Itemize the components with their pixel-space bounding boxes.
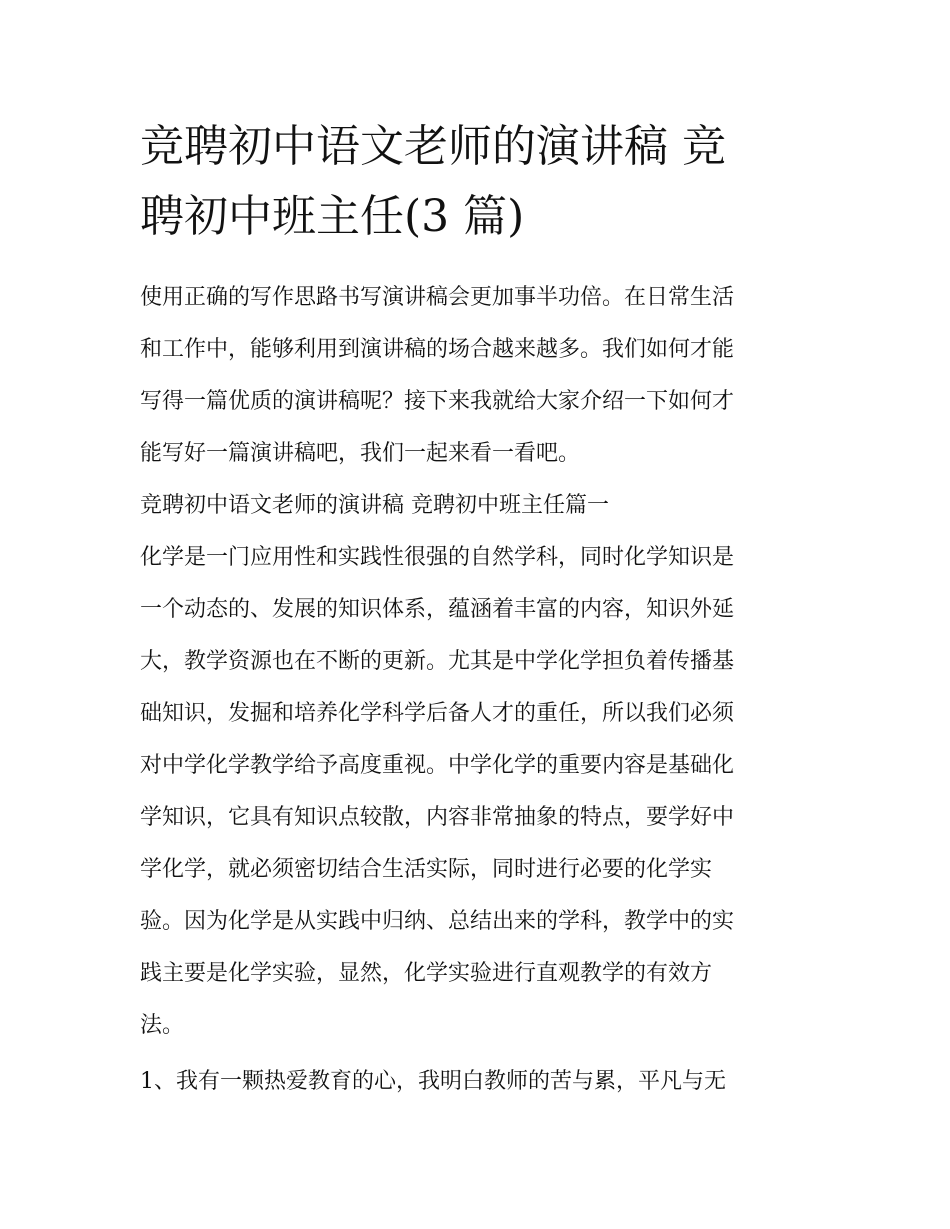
paragraph-1-line-4: 础知识，发掘和培养化学科学后备人才的重任，所以我们必须: [140, 701, 735, 726]
intro-line-4: 能写好一篇演讲稿吧，我们一起来看一看吧。: [140, 441, 581, 466]
title-line-2: 聘初中班主任(3 篇): [140, 191, 525, 242]
intro-paragraph: [140, 272, 812, 480]
intro-line-2: 和工作中，能够利用到演讲稿的场合越来越多。我们如何才能: [140, 337, 735, 362]
paragraph-1-line-8: 验。因为化学是从实践中归纳、总结出来的学科，教学中的实: [140, 909, 735, 934]
intro-line-1: 使用正确的写作思路书写演讲稿会更加事半功倍。在日常生活: [140, 285, 735, 310]
paragraph-1-line-5: 对中学化学教学给予高度重视。中学化学的重要内容是基础化: [140, 753, 735, 778]
section-paragraph-1: [140, 532, 812, 1052]
paragraph-1-line-2: 一个动态的、发展的知识体系，蕴涵着丰富的内容，知识外延: [140, 597, 735, 622]
section-heading: 竞聘初中语文老师的演讲稿 竞聘初中班主任篇一: [140, 493, 609, 518]
paragraph-1-line-7: 学化学，就必须密切结合生活实际，同时进行必要的化学实: [140, 857, 713, 882]
section-paragraph-2: [140, 1056, 812, 1108]
document-title: [140, 112, 812, 252]
intro-line-3: 写得一篇优质的演讲稿呢？接下来我就给大家介绍一下如何才: [140, 389, 735, 414]
paragraph-1-line-9: 践主要是化学实验，显然，化学实验进行直观教学的有效方: [140, 961, 713, 986]
document-page: [140, 112, 812, 1108]
paragraph-2-line-1: 1、我有一颗热爱教育的心，我明白教师的苦与累，平凡与无: [140, 1069, 726, 1094]
paragraph-1-line-6: 学知识，它具有知识点较散，内容非常抽象的特点，要学好中: [140, 805, 735, 830]
paragraph-1-line-1: 化学是一门应用性和实践性很强的自然学科，同时化学知识是: [140, 545, 735, 570]
paragraph-1-line-10: 法。: [140, 1013, 185, 1038]
title-line-1: 竞聘初中语文老师的演讲稿 竞: [140, 121, 726, 172]
paragraph-1-line-3: 大，教学资源也在不断的更新。尤其是中学化学担负着传播基: [140, 649, 735, 674]
